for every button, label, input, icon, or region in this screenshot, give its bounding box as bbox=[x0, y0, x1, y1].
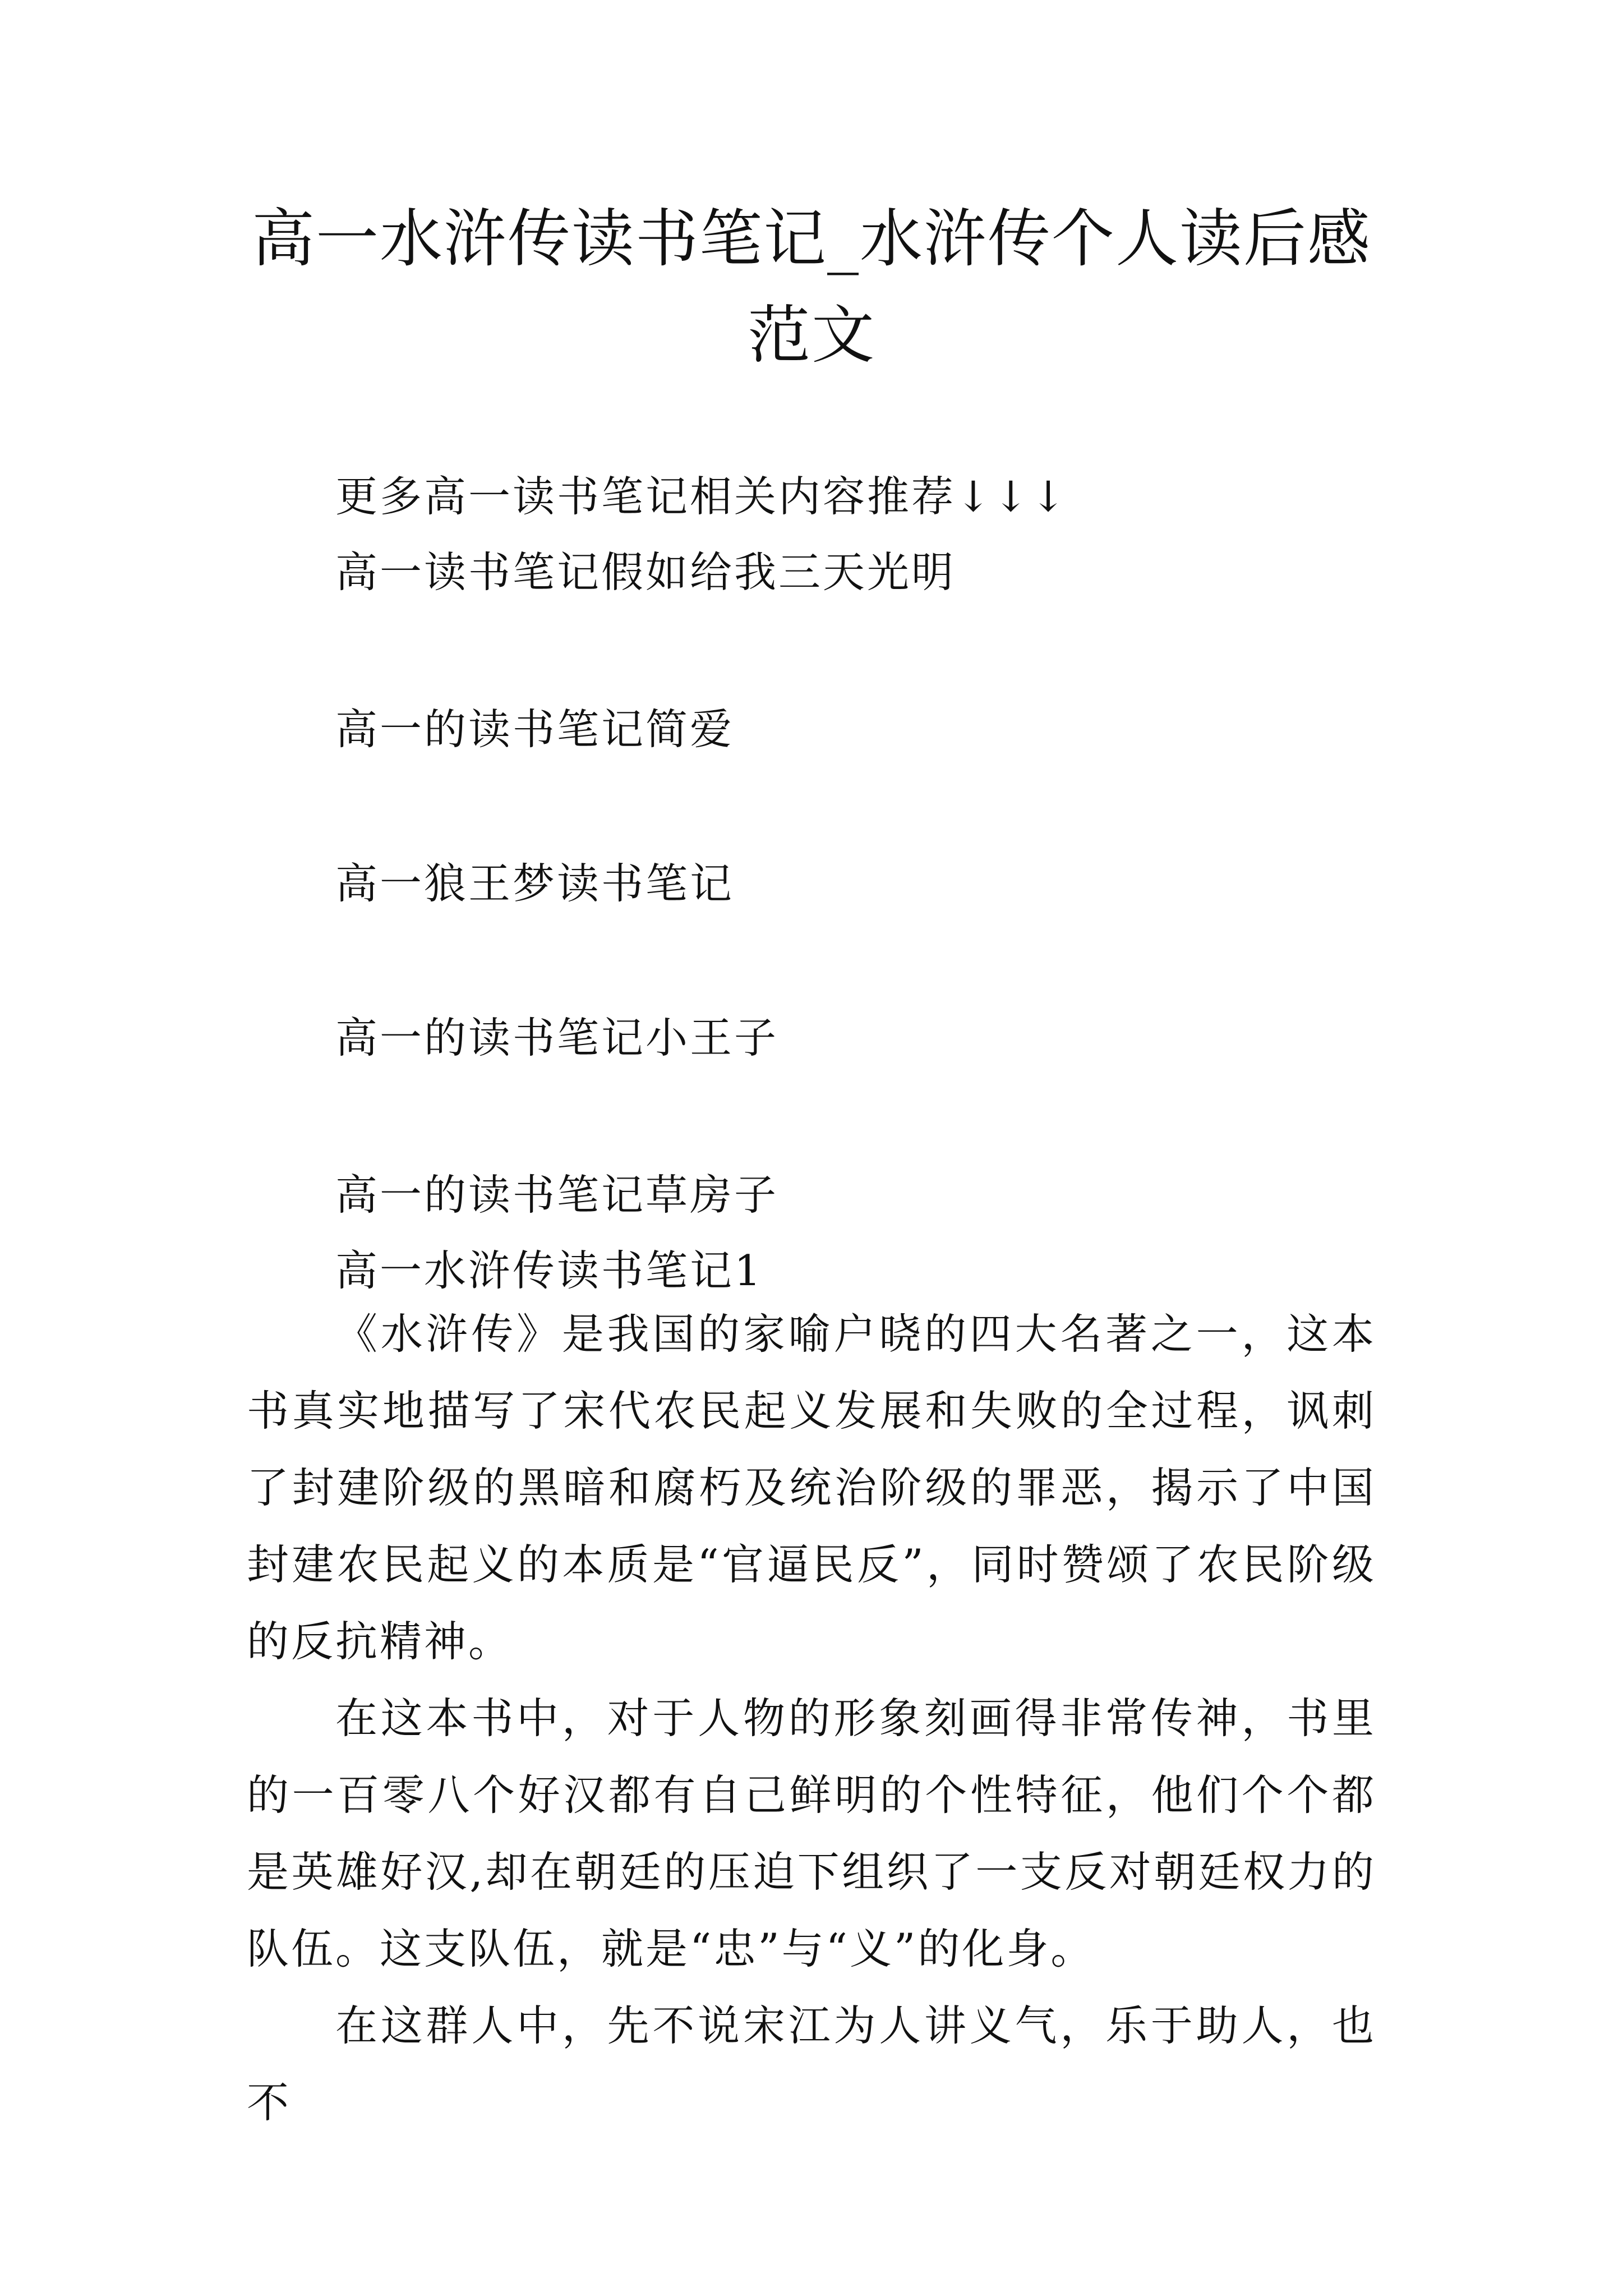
body-paragraph: 《水浒传》是我国的家喻户晓的四大名著之一，这本书真实地描写了宋代农民起义发展和失败的全过程，讽刺了封建阶级的黑暗和腐朽及统治阶级的罪恶，揭示了中国封建农民起义的本质是“官逼民反”，同时赞颂了农民阶级的反抗精神。 bbox=[247, 1309, 1376, 1666]
document-title: 高一水浒传读书笔记_水浒传个人读后感范文 bbox=[252, 203, 1371, 372]
section-heading: 高一水浒传读书笔记1 bbox=[335, 1246, 763, 1295]
recommend-link[interactable]: 高一的读书笔记草房子 bbox=[335, 1170, 779, 1220]
body-paragraph: 在这本书中，对于人物的形象刻画得非常传神，书里的一百零八个好汉都有自己鲜明的个性特征，他们个个都是英雄好汉,却在朝廷的压迫下组织了一支反对朝廷权力的队伍。这支队伍，就是“忠”与“义”的化身。 bbox=[247, 1694, 1376, 1973]
body-paragraph: 在这群人中，先不说宋江为人讲义气，乐于助人，也不 bbox=[247, 2001, 1376, 2127]
recommend-link[interactable]: 高一的读书笔记小王子 bbox=[335, 1013, 779, 1062]
article-body bbox=[247, 1296, 1376, 2141]
recommend-heading: 更多高一读书笔记相关内容推荐↓↓↓ bbox=[335, 472, 1068, 521]
recommend-link[interactable]: 高一读书笔记假如给我三天光明 bbox=[335, 547, 956, 597]
recommend-link[interactable]: 高一狼王梦读书笔记 bbox=[335, 859, 735, 908]
recommend-link[interactable]: 高一的读书笔记简爱 bbox=[335, 705, 735, 754]
